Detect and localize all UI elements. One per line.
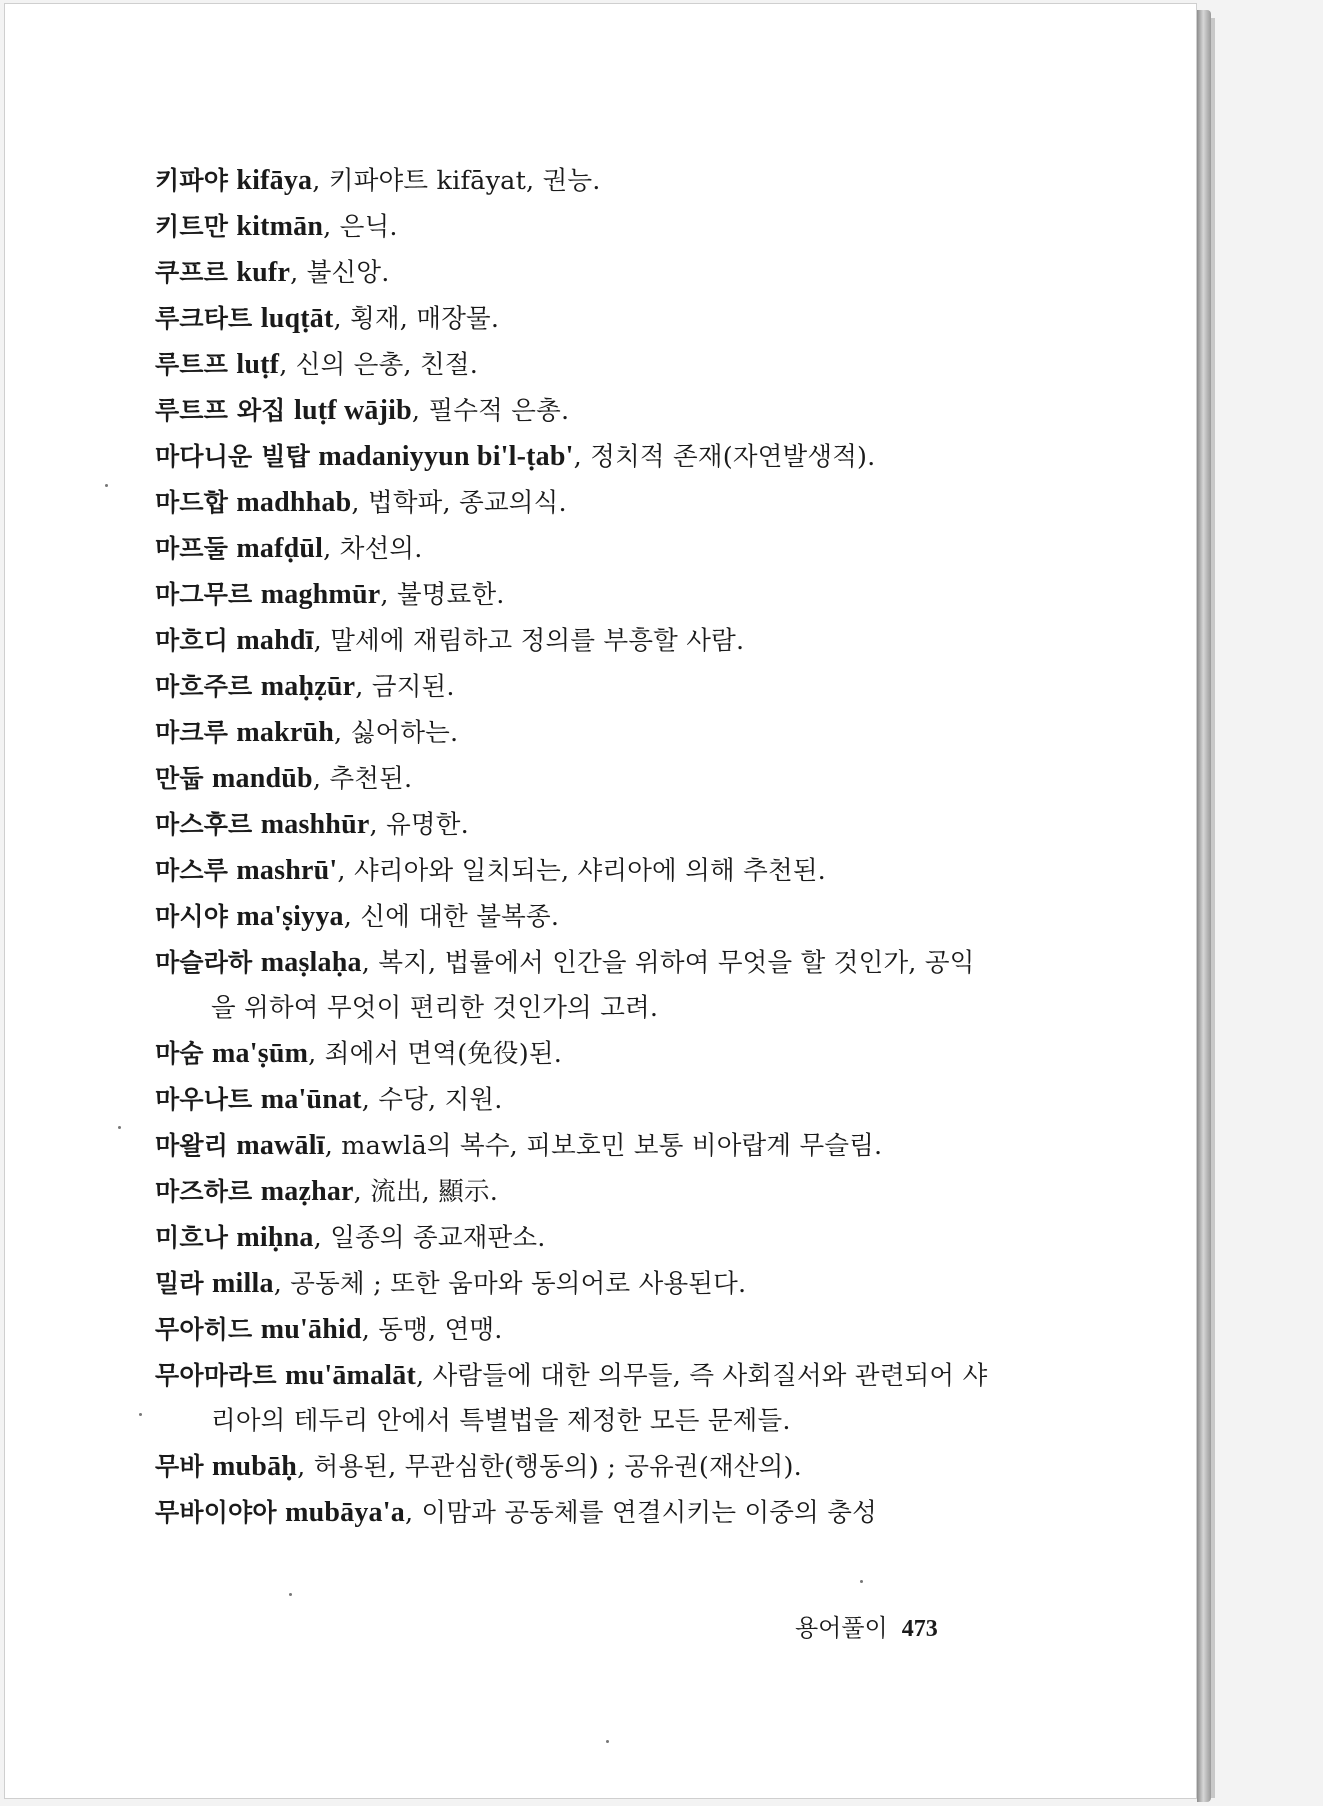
- entry-korean-term: 미흐나: [155, 1223, 229, 1252]
- entry-romanized-term: mahdī: [236, 625, 314, 656]
- entry-definition: , 죄에서 면역(免役)된.: [308, 1039, 563, 1069]
- entry-definition: , 일종의 종교재판소.: [313, 1223, 546, 1253]
- entry-romanized-term: kufr: [236, 257, 291, 288]
- glossary-entry: [155, 1307, 995, 1353]
- entry-definition: , 허용된, 무관심한(행동의) ; 공유권(재산의).: [297, 1452, 802, 1482]
- entry-korean-term: 마드합: [155, 488, 229, 517]
- glossary-entry: [155, 1261, 995, 1307]
- glossary-entry: [155, 1490, 995, 1536]
- entry-definition: , 불신앙.: [290, 258, 390, 288]
- entry-korean-term: 루트프 와집: [155, 396, 286, 425]
- entry-korean-term: 무아마라트: [155, 1361, 277, 1390]
- entry-korean-term: 마크루: [155, 718, 229, 747]
- glossary-entry: [155, 756, 995, 802]
- entry-definition: , 싫어하는.: [334, 718, 459, 748]
- entry-romanized-term: maḥẓūr: [260, 671, 356, 702]
- entry-korean-term: 마다니운 빌탑: [155, 442, 311, 471]
- entry-romanized-term: mubāḥ: [212, 1451, 298, 1482]
- entry-romanized-term: makrūh: [236, 717, 335, 748]
- page-number: 473: [901, 1616, 938, 1642]
- scan-speck: [606, 1740, 609, 1743]
- glossary-entries: [155, 158, 995, 1536]
- glossary-entry: [155, 1077, 995, 1123]
- entry-definition: , 불명료한.: [380, 580, 505, 610]
- entry-korean-term: 마즈하르: [155, 1177, 253, 1206]
- glossary-entry: [155, 526, 995, 572]
- entry-definition: , 신의 은총, 친절.: [279, 350, 479, 380]
- entry-romanized-term: mubāya'a: [285, 1497, 405, 1528]
- entry-romanized-term: mawālī: [236, 1130, 325, 1161]
- entry-definition: , 이맘과 공동체를 연결시키는 이중의 충성: [404, 1498, 877, 1528]
- entry-korean-term: 마흐디: [155, 626, 229, 655]
- entry-korean-term: 마왈리: [155, 1131, 229, 1160]
- entry-korean-term: 무바: [155, 1452, 204, 1481]
- entry-romanized-term: mafḍūl: [236, 533, 324, 564]
- entry-definition: , 샤리아와 일치되는, 샤리아에 의해 추천된.: [337, 856, 826, 886]
- entry-korean-term: 루트프: [155, 350, 229, 379]
- entry-romanized-term: luqṭāt: [260, 303, 334, 334]
- entry-definition: , 금지된.: [355, 672, 455, 702]
- glossary-entry: [155, 802, 995, 848]
- glossary-entry: [155, 434, 995, 480]
- entry-korean-term: 무아히드: [155, 1315, 253, 1344]
- entry-korean-term: 쿠프르: [155, 258, 229, 287]
- entry-romanized-term: miḥna: [236, 1222, 314, 1253]
- entry-definition: , 유명한.: [369, 810, 469, 840]
- entry-romanized-term: milla: [212, 1268, 274, 1299]
- entry-korean-term: 마그무르: [155, 580, 253, 609]
- glossary-entry: [155, 1353, 995, 1444]
- entry-romanized-term: ma'ūnat: [260, 1084, 362, 1115]
- entry-romanized-term: madhhab: [236, 487, 352, 518]
- entry-romanized-term: kitmān: [236, 211, 324, 242]
- page-footer: [795, 1608, 938, 1643]
- section-label: 용어풀이: [795, 1614, 888, 1642]
- glossary-entry: [155, 664, 995, 710]
- glossary-entry: [155, 250, 995, 296]
- page-stack-edge: [1197, 10, 1211, 1802]
- entry-romanized-term: maghmūr: [260, 579, 381, 610]
- entry-definition: , mawlā의 복수, 피보호민 보통 비아랍계 무슬림.: [324, 1131, 883, 1161]
- entry-korean-term: 마흐주르: [155, 672, 253, 701]
- glossary-entry: [155, 618, 995, 664]
- entry-korean-term: 만둡: [155, 764, 204, 793]
- entry-definition: , 流出, 顯示.: [353, 1177, 499, 1207]
- glossary-entry: [155, 158, 995, 204]
- entry-definition: , 공동체 ; 또한 움마와 동의어로 사용된다.: [273, 1269, 747, 1299]
- glossary-entry: [155, 342, 995, 388]
- entry-romanized-term: luṭf wājib: [293, 395, 412, 426]
- entry-definition: , 법학파, 종교의식.: [351, 488, 567, 518]
- entry-romanized-term: ma'ṣiyya: [236, 901, 344, 932]
- scan-speck: [139, 1413, 142, 1416]
- glossary-entry: [155, 710, 995, 756]
- entry-romanized-term: luṭf: [236, 349, 280, 380]
- entry-definition: , 말세에 재림하고 정의를 부흥할 사람.: [313, 626, 745, 656]
- entry-definition: , 정치적 존재(자연발생적).: [573, 442, 876, 472]
- glossary-entry: [155, 296, 995, 342]
- entry-korean-term: 키파야: [155, 166, 229, 195]
- entry-korean-term: 마스루: [155, 856, 229, 885]
- entry-definition: , 필수적 은총.: [411, 396, 570, 426]
- entry-romanized-term: mu'āhid: [260, 1314, 362, 1345]
- entry-korean-term: 무바이야아: [155, 1498, 277, 1527]
- entry-definition: , 사람들에 대한 의무들, 즉 사회질서와 관련되어 샤리아의 테두리 안에서 특별법을 제정한 모든 문제들.: [211, 1361, 988, 1436]
- entry-definition: , 횡재, 매장물.: [333, 304, 500, 334]
- entry-korean-term: 마시야: [155, 902, 229, 931]
- entry-korean-term: 마숨: [155, 1039, 204, 1068]
- entry-romanized-term: kifāya: [236, 165, 313, 196]
- entry-romanized-term: mu'āmalāt: [285, 1360, 416, 1391]
- glossary-entry: [155, 572, 995, 618]
- entry-definition: , 신에 대한 불복종.: [343, 902, 560, 932]
- scan-speck: [105, 484, 108, 487]
- entry-definition: , 동맹, 연맹.: [361, 1315, 503, 1345]
- entry-korean-term: 밀라: [155, 1269, 204, 1298]
- entry-romanized-term: maẓhar: [260, 1176, 354, 1207]
- entry-korean-term: 마프둘: [155, 534, 229, 563]
- glossary-entry: [155, 1169, 995, 1215]
- entry-korean-term: 마슬라하: [155, 948, 253, 977]
- scan-speck: [118, 1126, 121, 1129]
- glossary-entry: [155, 894, 995, 940]
- entry-romanized-term: mandūb: [212, 763, 313, 794]
- entry-definition: , 은닉.: [323, 212, 398, 242]
- entry-definition: , 수당, 지원.: [361, 1085, 503, 1115]
- glossary-entry: [155, 1215, 995, 1261]
- glossary-entry: [155, 1444, 995, 1490]
- scan-speck: [860, 1580, 863, 1583]
- glossary-entry: [155, 204, 995, 250]
- entry-definition: , 추천된.: [312, 764, 413, 794]
- entry-definition: , 키파야트 kifāyat, 권능.: [312, 166, 601, 196]
- glossary-entry: [155, 480, 995, 526]
- entry-romanized-term: madaniyyun bi'l-ṭab': [318, 441, 574, 472]
- page-stack-edge-inner: [1211, 18, 1215, 1798]
- entry-definition: , 복지, 법률에서 인간을 위하여 무엇을 할 것인가, 공익을 위하여 무엇이 편리한 것인가의 고려.: [211, 948, 975, 1023]
- glossary-entry: [155, 1123, 995, 1169]
- glossary-entry: [155, 940, 995, 1031]
- entry-korean-term: 루크타트: [155, 304, 253, 333]
- entry-romanized-term: mashhūr: [260, 809, 370, 840]
- entry-korean-term: 마스후르: [155, 810, 253, 839]
- scan-speck: [289, 1593, 292, 1596]
- entry-romanized-term: mashrū': [236, 855, 338, 886]
- entry-romanized-term: maṣlaḥa: [260, 947, 362, 978]
- entry-korean-term: 키트만: [155, 212, 229, 241]
- entry-romanized-term: ma'ṣūm: [212, 1038, 309, 1069]
- entry-definition: , 차선의.: [323, 534, 423, 564]
- entry-korean-term: 마우나트: [155, 1085, 253, 1114]
- glossary-entry: [155, 1031, 995, 1077]
- glossary-entry: [155, 388, 995, 434]
- glossary-entry: [155, 848, 995, 894]
